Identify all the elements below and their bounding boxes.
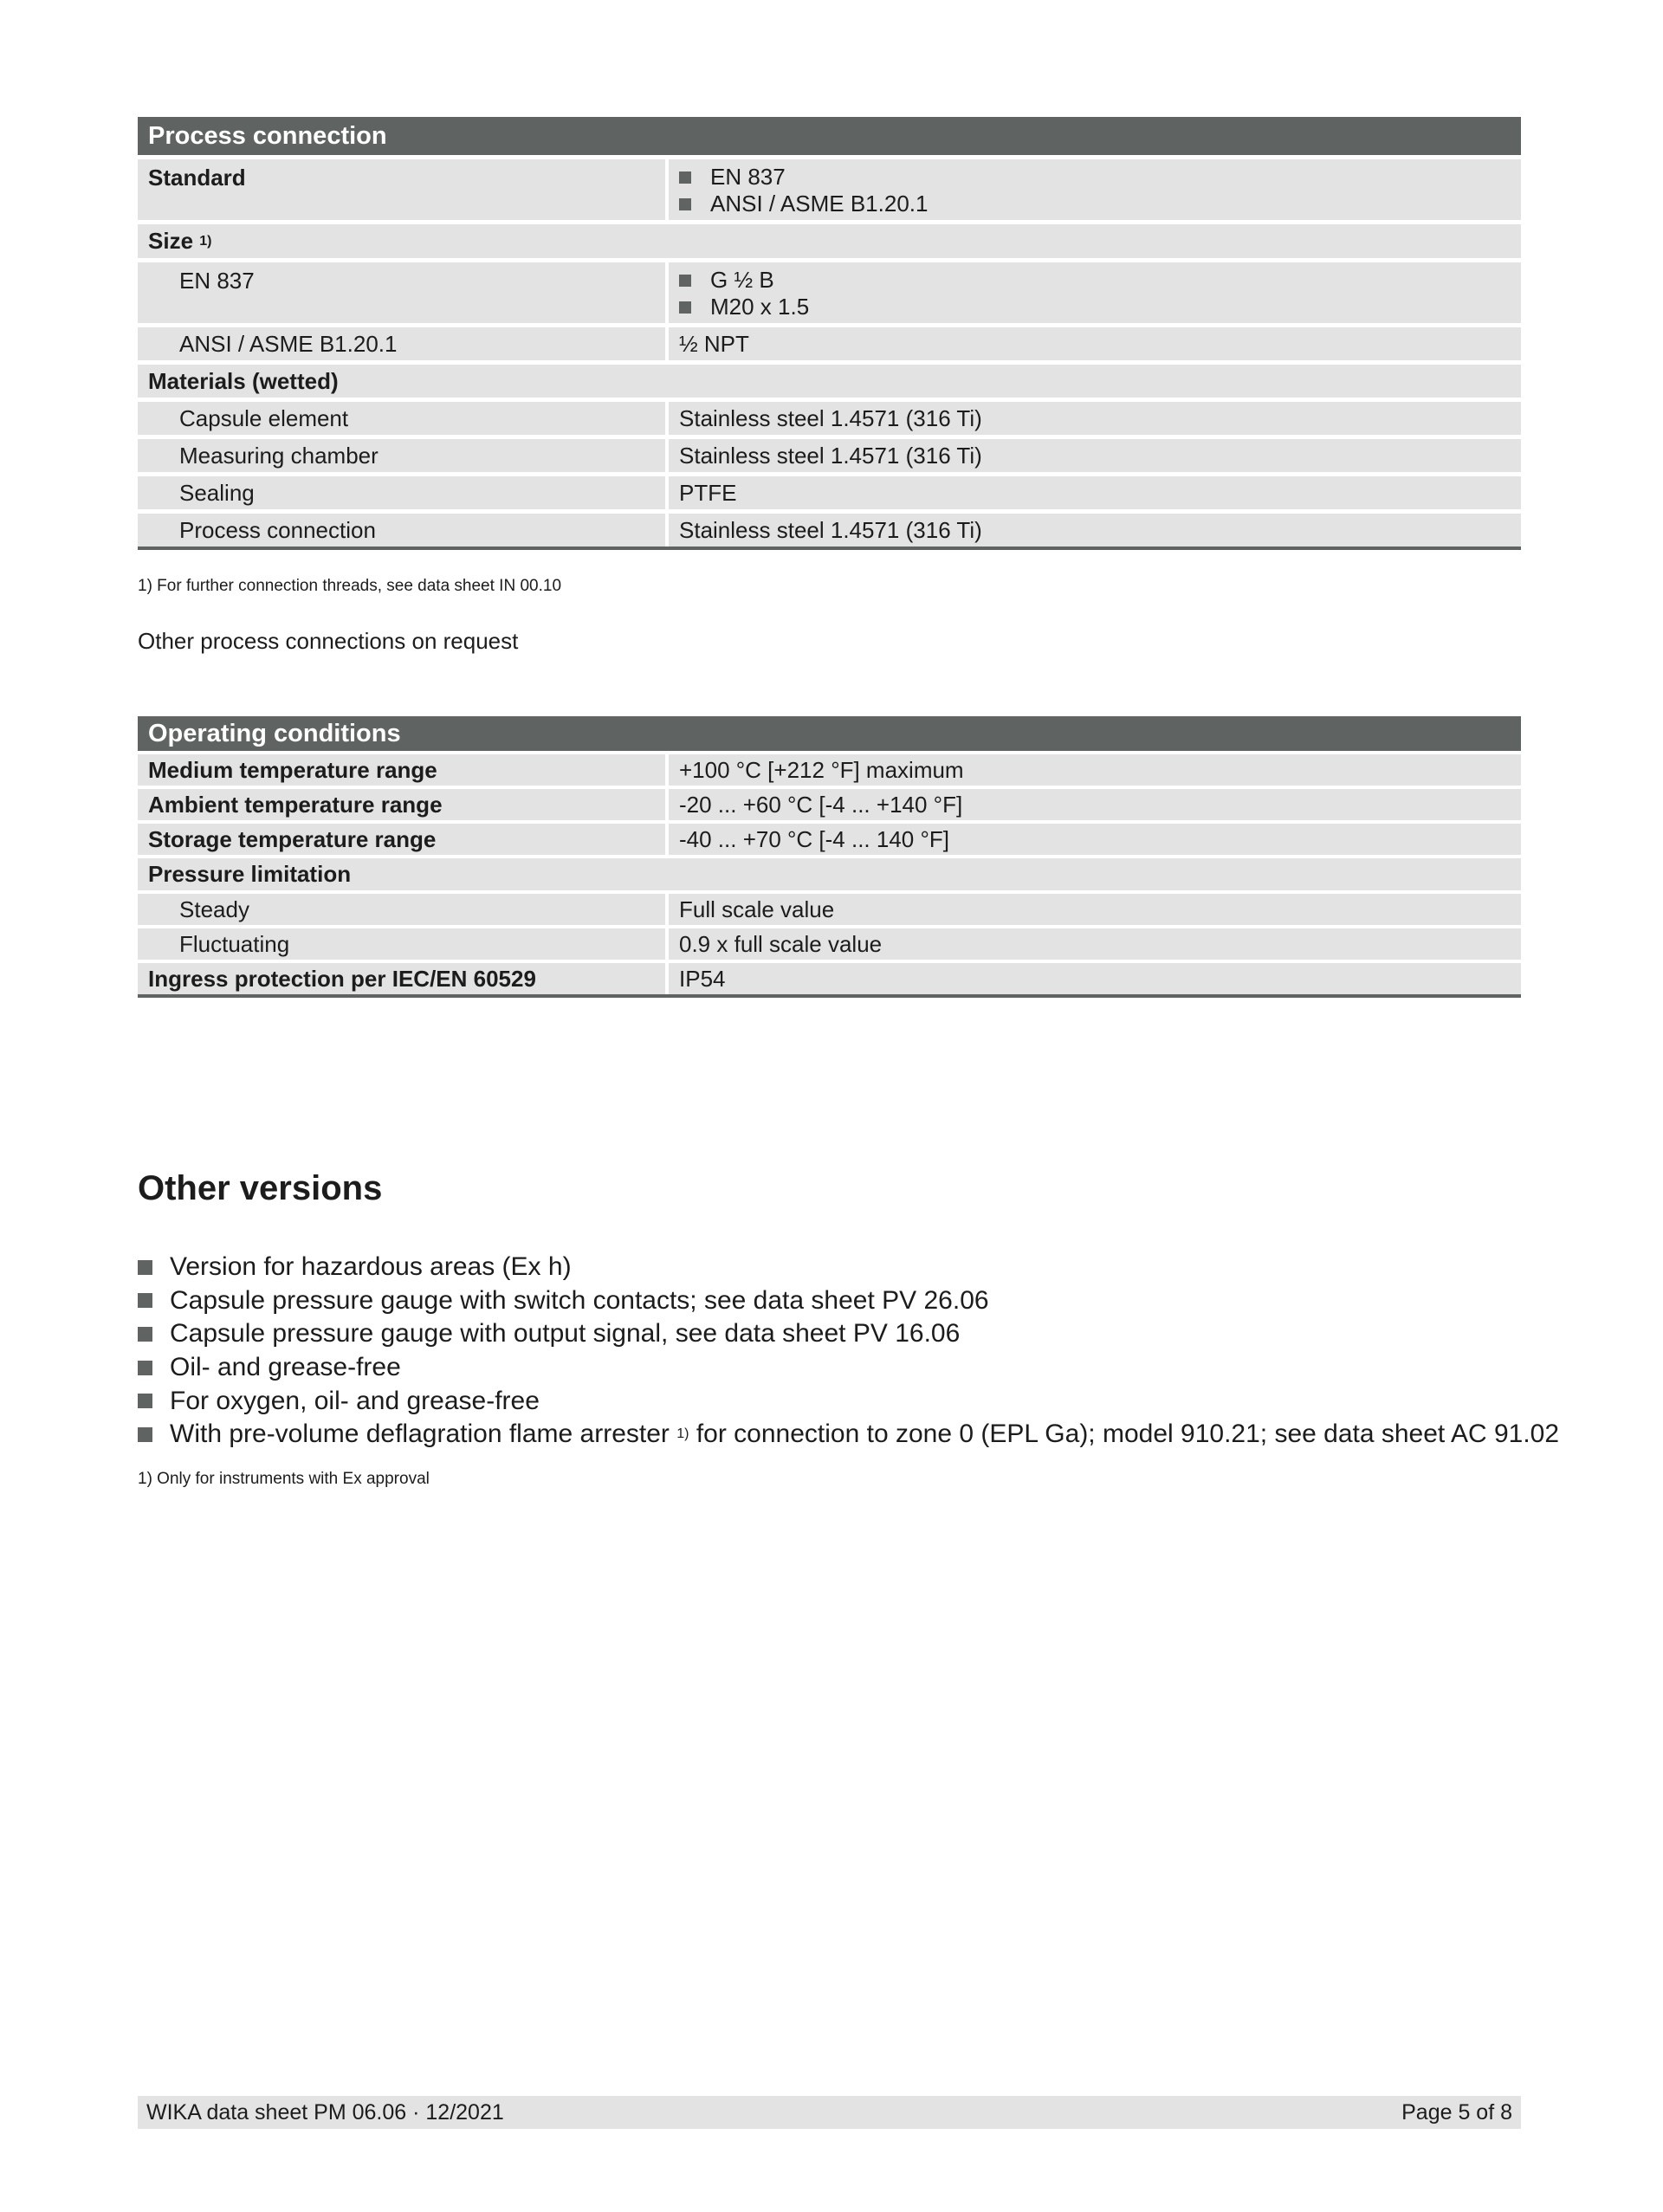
footnote-marker: 1) [676,1426,689,1442]
standard-label: Standard [138,159,665,220]
list-item: Version for hazardous areas (Ex h) [138,1251,1559,1284]
condition-value: 0.9 x full scale value [669,928,1521,960]
material-value: Stainless steel 1.4571 (316 Ti) [669,402,1521,435]
condition-label: Steady [138,894,665,925]
table-row [138,789,1521,820]
list-item: EN 837 [679,164,1521,191]
footer-page-number: Page 5 of 8 [1401,2099,1512,2125]
ingress-label: Ingress protection per IEC/EN 60529 [138,963,665,994]
table-row [138,754,1521,786]
condition-value: Full scale value [669,894,1521,925]
bullet-square-icon [138,1260,152,1275]
process-connection-header: Process connection [138,117,1521,155]
bullet-square-icon [679,171,691,184]
list-item: For oxygen, oil- and grease-free [138,1384,1559,1418]
list-item: ANSI / ASME B1.20.1 [679,191,1521,217]
material-label: Measuring chamber [138,439,665,472]
bullet-square-icon [138,1394,152,1408]
condition-label: Fluctuating [138,928,665,960]
other-versions-list [138,1251,1559,1452]
table-row [138,476,1521,509]
ansi-value: ½ NPT [669,327,1521,360]
condition-value: +100 °C [+212 °F] maximum [669,754,1521,786]
material-value: Stainless steel 1.4571 (316 Ti) [669,514,1521,547]
en837-label: EN 837 [138,262,665,323]
table-row [138,824,1521,855]
bullet-square-icon [679,301,691,314]
standard-values [669,159,1521,220]
materials-label: Materials (wetted) [148,367,339,394]
list-item: Capsule pressure gauge with output signal, see data sheet PV 16.06 [138,1317,1559,1351]
list-item: M20 x 1.5 [679,294,1521,320]
ingress-value: IP54 [669,963,1521,994]
process-connection-note: Other process connections on request [138,628,519,654]
ansi-row [138,327,1521,360]
operating-conditions-table [138,716,1521,998]
size-label: Size [148,228,194,254]
standard-row [138,159,1521,220]
process-connection-footnote: 1) For further connection threads, see data sheet IN 00.10 [138,577,562,595]
size-footnote-marker: 1) [199,233,212,249]
bullet-square-icon [138,1293,152,1308]
table-row [138,402,1521,435]
condition-label: Ambient temperature range [138,789,665,820]
table-bottom-rule [138,994,1521,998]
material-label: Sealing [138,476,665,509]
operating-conditions-header: Operating conditions [138,716,1521,751]
table-bottom-rule [138,547,1521,550]
table-row [138,439,1521,472]
list-item: With pre-volume deflagration flame arrester 1) for connection to zone 0 (EPL Ga); model 910.21; see data sheet AC 91.02 [138,1418,1559,1452]
en837-values [669,262,1521,323]
page-footer [138,2096,1521,2129]
size-row [138,224,1521,258]
material-label: Process connection [138,514,665,547]
materials-row [138,365,1521,398]
list-item: Capsule pressure gauge with switch contacts; see data sheet PV 26.06 [138,1284,1559,1318]
bullet-square-icon [138,1327,152,1342]
table-row [138,928,1521,960]
table-row [138,514,1521,547]
condition-label: Storage temperature range [138,824,665,855]
material-value: Stainless steel 1.4571 (316 Ti) [669,439,1521,472]
en837-row [138,262,1521,323]
list-item: G ½ B [679,267,1521,294]
bullet-square-icon [679,275,691,287]
list-item: Oil- and grease-free [138,1351,1559,1385]
condition-value: -40 ... +70 °C [-4 ... 140 °F] [669,824,1521,855]
table-row [138,963,1521,994]
pressure-limitation-row [138,858,1521,890]
process-connection-table [138,117,1521,155]
bullet-square-icon [138,1427,152,1442]
ansi-label: ANSI / ASME B1.20.1 [138,327,665,360]
other-versions-footnote: 1) Only for instruments with Ex approval [138,1470,430,1488]
material-value: PTFE [669,476,1521,509]
pressure-limitation-label: Pressure limitation [148,861,352,887]
other-versions-heading: Other versions [138,1169,383,1207]
bullet-square-icon [679,198,691,210]
table-row [138,894,1521,925]
bullet-square-icon [138,1361,152,1375]
condition-label: Medium temperature range [138,754,665,786]
condition-value: -20 ... +60 °C [-4 ... +140 °F] [669,789,1521,820]
footer-document-id: WIKA data sheet PM 06.06 · 12/2021 [146,2099,504,2125]
material-label: Capsule element [138,402,665,435]
process-connection-body [138,159,1521,550]
